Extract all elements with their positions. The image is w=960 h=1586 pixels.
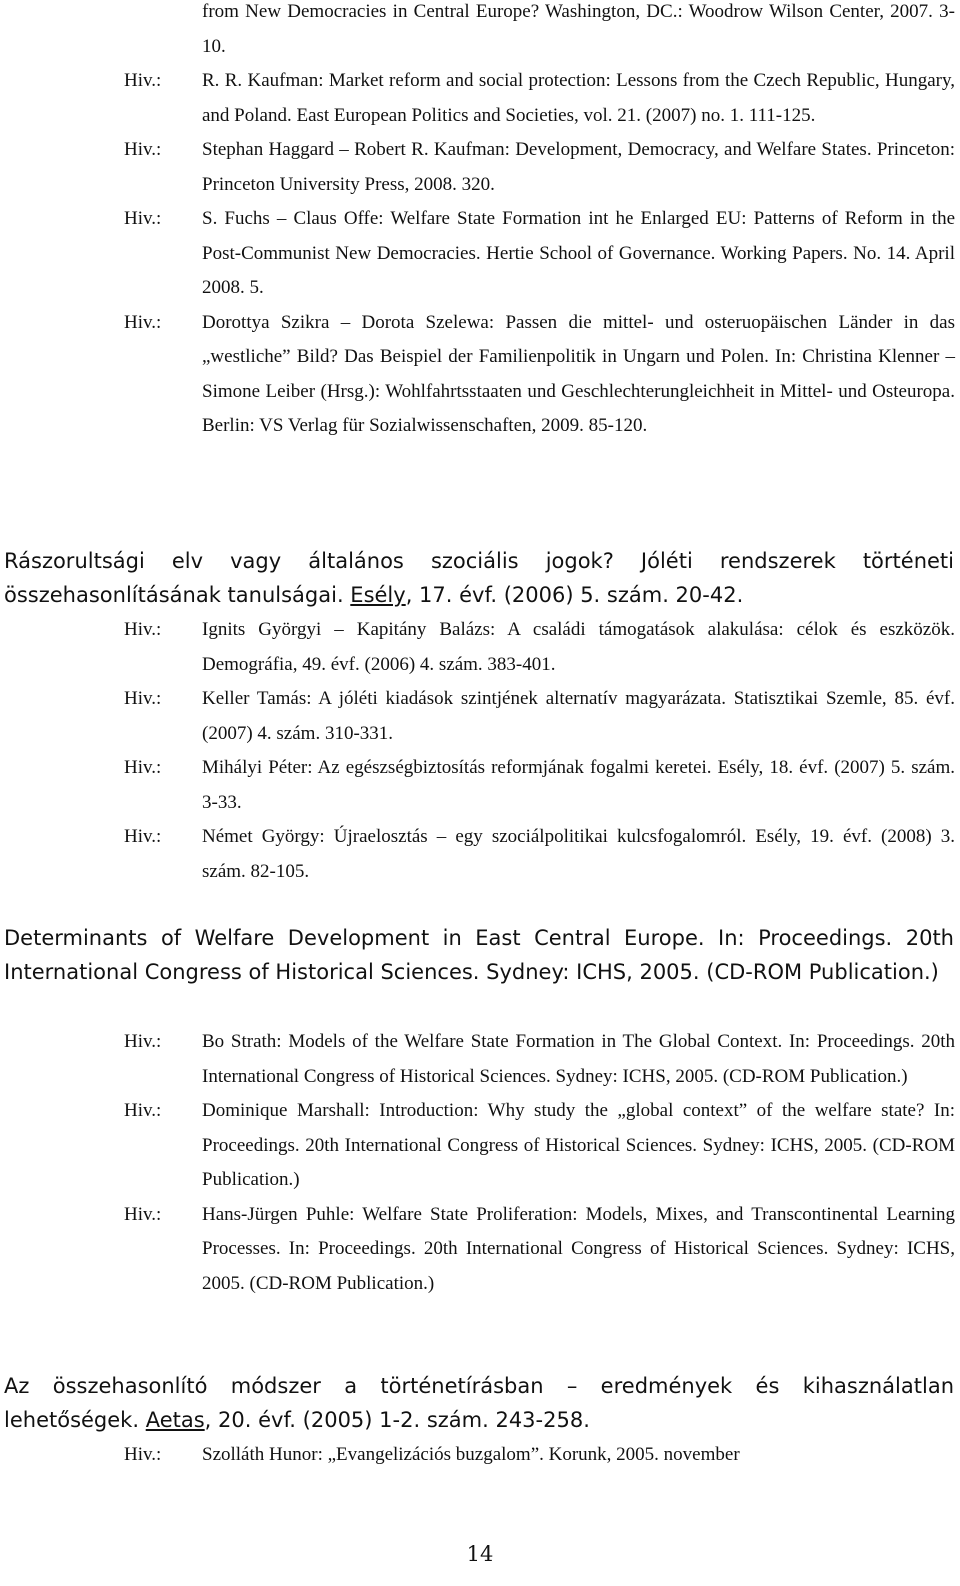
reference-text: Dorottya Szikra – Dorota Szelewa: Passen die mittel- und osteruopäischen Länder in das „westliche” Bild? Das Beispiel der Familienpolitik in Ungarn und Polen. In: Christina Klenner – Simone Leiber (Hrsg.): Wohlfahrtsstaaten und Geschlechterungleichheit in Mittel- und Osteuropa. Berlin: VS Verlag für Sozialwissenschaften, 2009. 85-120. bbox=[202, 311, 955, 436]
reference-text: Dominique Marshall: Introduction: Why study the „global context” of the welfare state? In: Proceedings. 20th International Congress of Historical Sciences. Sydney: ICHS, 2005. (CD-ROM Publication.) bbox=[202, 1100, 955, 1190]
reference-label: Hiv.: bbox=[124, 619, 162, 640]
reference-text: Szolláth Hunor: „Evangelizációs buzgalom”. Korunk, 2005. november bbox=[202, 1444, 740, 1465]
reference-label: Hiv.: bbox=[124, 1444, 162, 1465]
reference-text: from New Democracies in Central Europe? Washington, DC.: Woodrow Wilson Center, 2007. 3-10. bbox=[202, 1, 955, 57]
reference-label: Hiv.: bbox=[124, 757, 162, 778]
reference-entry bbox=[0, 820, 960, 889]
reference-entry bbox=[0, 1438, 960, 1473]
reference-entry bbox=[0, 133, 960, 202]
reference-entry bbox=[0, 306, 960, 444]
reference-entry bbox=[0, 613, 960, 682]
reference-label: Hiv.: bbox=[124, 826, 162, 847]
reference-text: Hans-Jürgen Puhle: Welfare State Proliferation: Models, Mixes, and Transcontinental Learning Processes. In: Proceedings. 20th International Congress of Historical Sciences. Sydney: ICHS, 2005. (CD-ROM Publication.) bbox=[202, 1203, 955, 1294]
reference-label: Hiv.: bbox=[124, 1203, 162, 1225]
reference-block-section-2 bbox=[0, 1025, 960, 1301]
reference-block-top bbox=[0, 0, 960, 444]
reference-text: Bo Strath: Models of the Welfare State Formation in The Global Context. In: Proceedings. 20th International Congress of Historical Sciences. Sydney: ICHS, 2005. (CD-ROM Publication.) bbox=[202, 1031, 955, 1087]
reference-block-section-3 bbox=[0, 1438, 960, 1473]
page-number: 14 bbox=[466, 1542, 494, 1566]
section-heading bbox=[4, 1369, 954, 1437]
reference-text: Német György: Újraelosztás – egy szociálpolitikai kulcsfogalomról. Esély, 19. évf. (2008) 3. szám. 82-105. bbox=[202, 826, 955, 882]
reference-entry bbox=[0, 1094, 960, 1198]
reference-text: Stephan Haggard – Robert R. Kaufman: Development, Democracy, and Welfare States. Princeton: Princeton University Press, 2008. 320. bbox=[202, 139, 955, 195]
reference-label: Hiv.: bbox=[124, 208, 162, 229]
reference-text: Ignits Györgyi – Kapitány Balázs: A családi támogatások alakulása: célok és eszközök. Demográfia, 49. évf. (2006) 4. szám. 383-401. bbox=[202, 619, 955, 675]
reference-text: S. Fuchs – Claus Offe: Welfare State Formation int he Enlarged EU: Patterns of Reform in the Post-Communist New Democracies. Hertie School of Governance. Working Papers. No. 14. April 2008. 5. bbox=[202, 208, 955, 298]
reference-continuation bbox=[0, 0, 960, 64]
reference-label: Hiv.: bbox=[124, 311, 162, 333]
reference-entry bbox=[0, 1198, 960, 1302]
heading-text: Determinants of Welfare Development in East Central Europe. In: Proceedings. 20th International Congress of Historical Sciences. Sydney: ICHS, 2005. (CD-ROM Publication.) bbox=[4, 926, 954, 984]
heading-text: , 17. évf. (2006) 5. szám. 20-42. bbox=[405, 583, 744, 607]
reference-text: Mihályi Péter: Az egészségbiztosítás reformjának fogalmi keretei. Esély, 18. évf. (2007) 5. szám. 3-33. bbox=[202, 757, 955, 813]
reference-entry bbox=[0, 682, 960, 751]
reference-label: Hiv.: bbox=[124, 70, 162, 91]
reference-block-section-1 bbox=[0, 613, 960, 889]
section-heading bbox=[4, 921, 954, 989]
reference-text: Keller Tamás: A jóléti kiadások szintjének alternatív magyarázata. Statisztikai Szemle, 85. évf. (2007) 4. szám. 310-331. bbox=[202, 688, 955, 744]
reference-entry bbox=[0, 751, 960, 820]
reference-label: Hiv.: bbox=[124, 688, 162, 709]
reference-label: Hiv.: bbox=[124, 1100, 162, 1121]
section-heading bbox=[4, 544, 954, 612]
reference-text: R. R. Kaufman: Market reform and social protection: Lessons from the Czech Republic, Hungary, and Poland. East European Politics and Societies, vol. 21. (2007) no. 1. 111-125. bbox=[202, 70, 955, 126]
reference-entry bbox=[0, 1025, 960, 1094]
journal-link[interactable]: Aetas bbox=[145, 1408, 205, 1432]
heading-text: Az összehasonlító módszer a történetírásban – eredmények és kihasználatlan lehetőségek. bbox=[4, 1374, 954, 1432]
heading-text: , 20. évf. (2005) 1-2. szám. 243-258. bbox=[204, 1408, 590, 1432]
reference-entry bbox=[0, 64, 960, 133]
reference-entry bbox=[0, 202, 960, 306]
reference-label: Hiv.: bbox=[124, 1031, 162, 1052]
journal-link[interactable]: Esély bbox=[350, 583, 406, 607]
heading-text: Rászorultsági elv vagy általános szociális jogok? Jóléti rendszerek történeti összehasonlításának tanulságai. bbox=[4, 549, 954, 607]
reference-label: Hiv.: bbox=[124, 139, 162, 160]
